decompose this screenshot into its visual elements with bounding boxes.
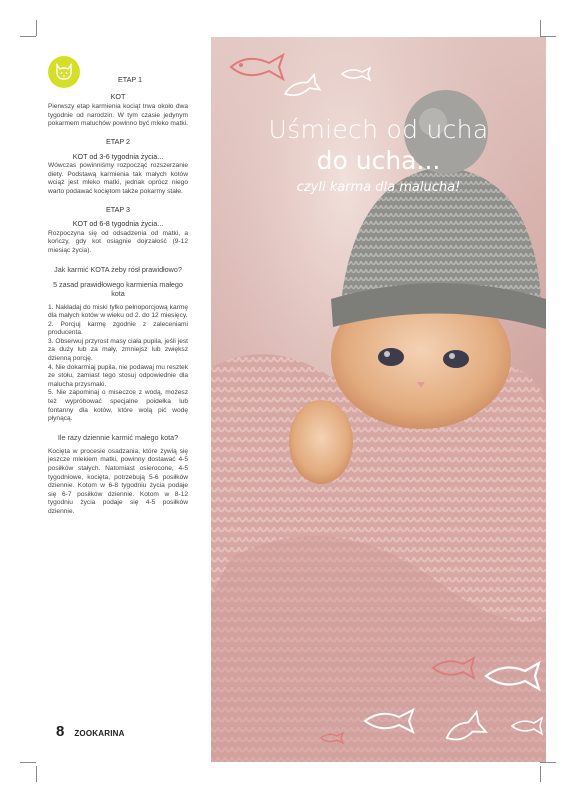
kitten-photo: [211, 37, 546, 762]
headline-line-3: czyli karma dla malucha!: [296, 180, 461, 195]
list-item: 3. Obserwuj przyrost masy ciała pupila, jeśli jest za duży lub za mały, zmniejsz lub zwiększ dzienną porcję.: [48, 337, 188, 363]
fish-icon: [361, 707, 417, 735]
crop-mark: [20, 762, 36, 763]
stage1-heading: ETAP 1: [117, 75, 143, 84]
page-number: 8: [56, 723, 65, 740]
stage3-text: Rozpoczyna się od odsadzenia od matki, a kończy, gdy kot osiągnie dojrzałość (9-12 miesiąc życia).: [48, 229, 188, 254]
crop-mark: [540, 766, 541, 782]
fish-icon: [319, 731, 345, 745]
crop-mark: [20, 36, 36, 37]
fish-icon: [225, 51, 287, 83]
headline-line-2: do ucha...: [316, 146, 441, 175]
stage2-subheading: KOT od 3-6 tygodnia życia...: [72, 151, 164, 161]
stage1-text: Pierwszy etap karmienia kociąt trwa około dwa tygodnie od narodzin. W tym czasie jedynym pokarmem maluchów powinno być mleko matki.: [48, 103, 188, 128]
stage2-heading: ETAP 2: [105, 136, 131, 146]
stage3-subheading: KOT od 6-8 tygodnia życia...: [72, 219, 164, 229]
question-heading: Ile razy dziennie karmić małego kota?: [57, 432, 179, 442]
fish-icon: [481, 659, 543, 693]
rules-list: [48, 304, 188, 424]
fish-icon: [339, 65, 373, 83]
rules-heading: 5 zasad prawidłowego karmienia małego kota: [53, 279, 183, 298]
brand-name: ZOOKARINA: [74, 729, 125, 738]
stage1-subheading: KOT: [110, 91, 126, 101]
question-heading: Jak karmić KOTA żeby rósł prawidłowo?: [54, 264, 182, 274]
crop-mark: [540, 20, 541, 36]
stage2-text: Wówczas powinniśmy rozpocząć rozszerzanie diety. Podstawą karmienia tak małych kotów wciąż jest mleko matki, jednak oprócz niego warto podawać kociętom także pokarmy stałe.: [48, 162, 188, 195]
fish-icon: [429, 655, 477, 681]
page-footer: [56, 723, 125, 740]
answer-text: Kocięta w procesie osadzania, które żywią się jeszcze mlekiem matki, powinny dostawać 4-5 posiłków stałych. Natomiast osierocone, 4-5 tygodniowe, kocięta, potrzebują 5-6 posiłków dziennie. Kotom w 6-8 tygodniu życia podaje się 6-7 posiłków dziennie. Kotom w 8-12 tygodniu życia podaje się 4-5 posiłków dziennie.: [48, 447, 188, 515]
list-item: 5. Nie zapominaj o miseczce z wodą, możesz też wypróbować specjalne poidełka lub fontanny dla kotów, które wolą pić wodę płynącą.: [48, 389, 188, 423]
fish-icon: [509, 715, 545, 737]
list-item: 1. Nakładaj do miski tylko pełnoporcjową karmę dla małych kotów w wieku od 2. do 12 miesięcy.: [48, 303, 188, 320]
crop-mark: [36, 766, 37, 782]
list-item: 4. Nie dokarmiaj pupila, nie podawaj mu resztek ze stołu, zamiast tego stosuj odpowiednie dla malucha przysmaki.: [48, 363, 189, 388]
article-text-column: [48, 76, 188, 526]
crop-mark: [36, 20, 37, 36]
crop-mark: [540, 762, 556, 763]
list-item: 2. Porcjuj karmę zgodnie z zaleceniami producenta.: [48, 320, 188, 337]
stage3-heading: ETAP 3: [105, 204, 131, 214]
headline-line-1: Uśmiech od ucha: [268, 115, 489, 144]
